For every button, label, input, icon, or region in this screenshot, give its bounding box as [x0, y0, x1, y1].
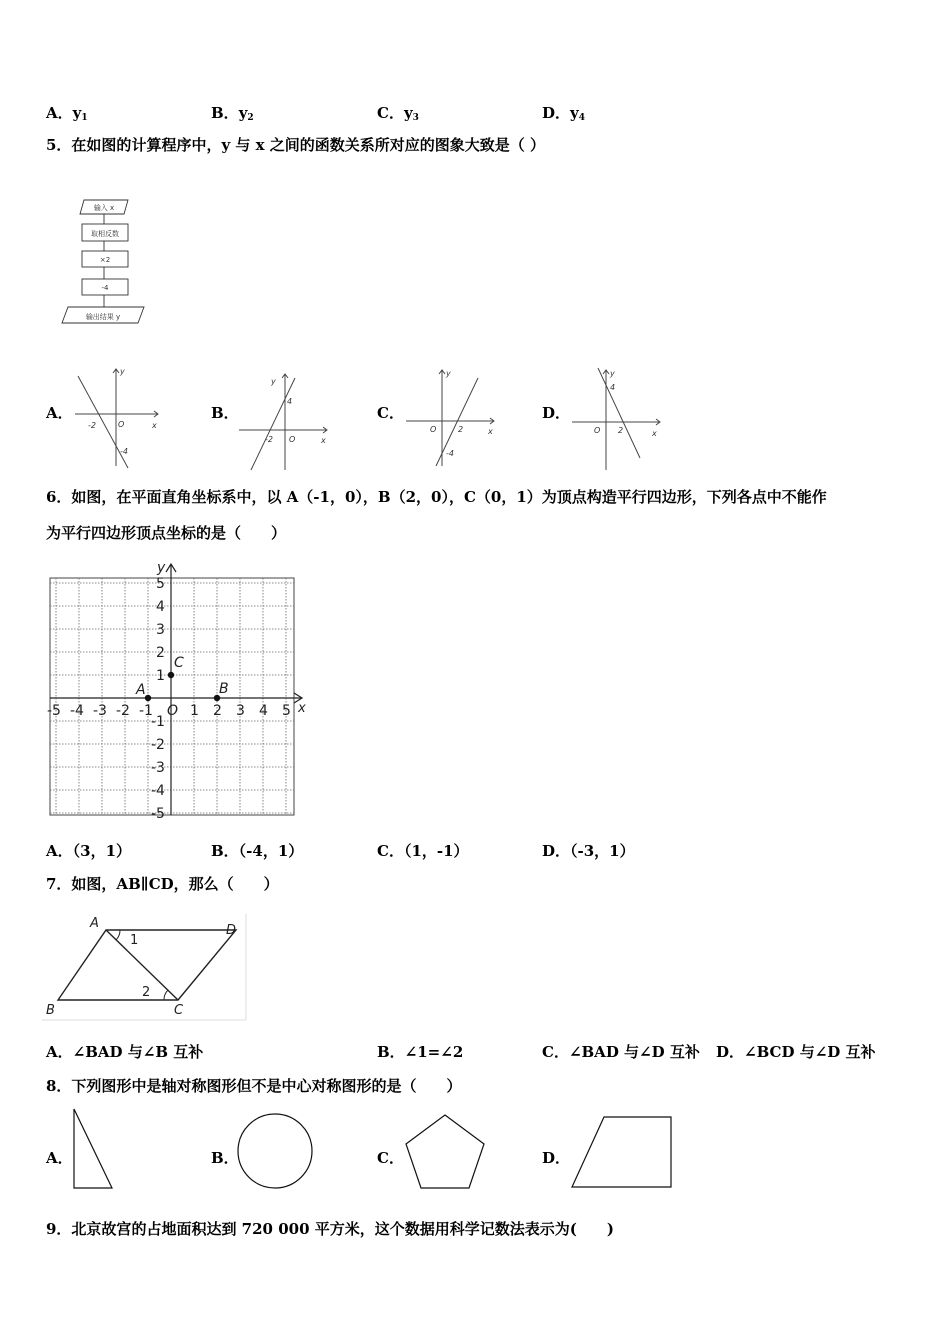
svg-text:2: 2 [618, 426, 624, 435]
y-tick-label: 5 [156, 576, 165, 592]
svg-text:-4: -4 [120, 447, 128, 456]
x-tick-label: -4 [70, 703, 84, 719]
graph-d-line [598, 368, 640, 458]
q5-option-d: D． [542, 404, 571, 422]
q6-stem-line2: 为平行四边形顶点坐标的是（ ） [46, 524, 287, 542]
q7-angle-2-arc [164, 990, 168, 1000]
q5-option-c: C． [377, 404, 404, 422]
svg-text:-2: -2 [88, 421, 96, 430]
x-tick-label: -5 [47, 703, 61, 719]
flow-negate-label: 取相反数 [91, 230, 119, 238]
q5-stem: 5．在如图的计算程序中，y 与 x 之间的函数关系所对应的图象大致是（ ） [46, 136, 545, 154]
svg-text:A: A [90, 916, 99, 931]
svg-text:1: 1 [130, 933, 139, 948]
x-tick-label: -2 [116, 703, 130, 719]
q8-option-c: C． [377, 1149, 404, 1167]
q4-option-b: B．$y_2$ [211, 104, 254, 123]
q7-parallelogram-figure [40, 914, 250, 1024]
x-tick-label: 3 [236, 703, 245, 719]
q5-graph-b [235, 370, 335, 475]
q8-option-a: A． [46, 1149, 73, 1167]
svg-text:2: 2 [142, 985, 151, 1000]
q8-option-b: B． [211, 1149, 239, 1167]
svg-text:B: B [46, 1003, 55, 1018]
point-label-a: A [136, 682, 146, 698]
q7-angle-1-arc [116, 930, 120, 940]
svg-text:O: O [289, 435, 296, 444]
q6-stem-line1: 6．如图，在平面直角坐标系中，以 A（-1，0），B（2，0），C（0，1）为顶点构造平行四边形，下列各点中不能作 [46, 488, 827, 506]
q8-right-triangle [70, 1106, 120, 1191]
svg-text:4: 4 [610, 383, 616, 392]
svg-text:-4: -4 [446, 449, 454, 458]
svg-text:y: y [446, 369, 451, 378]
y-tick-label: 3 [156, 622, 165, 638]
q4-option-d: D．$y_4$ [542, 104, 585, 123]
svg-text:x: x [652, 429, 657, 438]
flow-minus4-label: -4 [101, 284, 109, 292]
q5-option-b: B． [211, 404, 239, 422]
grid-frame [50, 578, 294, 815]
svg-text:C: C [174, 1003, 184, 1018]
svg-text:x: x [152, 421, 157, 430]
point-label-c: C [174, 655, 184, 671]
q7-option-b: B．∠1=∠2 [377, 1043, 464, 1061]
flow-output-label: 输出结果 y [85, 313, 121, 321]
q8-pentagon [402, 1112, 488, 1192]
point-label-b: B [219, 681, 229, 697]
y-axis-label: y [157, 560, 166, 576]
x-axis-label: x [298, 701, 306, 716]
q6-option-a: A．（3，1） [46, 842, 132, 860]
svg-text:y: y [120, 367, 125, 376]
y-tick-label: 4 [156, 599, 165, 615]
y-tick-label: -2 [151, 737, 165, 753]
x-tick-label: -3 [93, 703, 107, 719]
q6-option-d: D．（-3，1） [542, 842, 635, 860]
graph-b-line [251, 378, 295, 470]
q5-graph-d [568, 366, 668, 471]
svg-text:O: O [118, 420, 125, 429]
y-tick-label: 1 [156, 668, 165, 684]
svg-text:y: y [610, 369, 615, 378]
svg-text:4: 4 [287, 397, 293, 406]
svg-text:2: 2 [458, 425, 464, 434]
q5-option-a: A． [46, 404, 73, 422]
svg-text:D: D [226, 923, 237, 938]
x-tick-label: 1 [190, 703, 199, 719]
svg-text:O: O [430, 425, 437, 434]
q7-option-c: C．∠BAD 与∠D 互补 [542, 1043, 700, 1061]
svg-text:O: O [594, 426, 601, 435]
q5-flowchart [60, 198, 155, 328]
q8-option-d: D． [542, 1149, 571, 1167]
q7-option-a: A．∠BAD 与∠B 互补 [46, 1043, 204, 1061]
y-tick-label: -5 [151, 806, 165, 822]
x-tick-label: 2 [213, 703, 222, 719]
q6-coordinate-grid [40, 558, 315, 833]
q8-trapezoid [568, 1114, 678, 1192]
q7-stem: 7．如图，AB∥CD，那么（ ） [46, 875, 279, 893]
x-tick-label: 4 [259, 703, 268, 719]
x-tick-label: 5 [282, 703, 291, 719]
q7-option-d: D．∠BCD 与∠D 互补 [716, 1043, 876, 1061]
svg-text:x: x [488, 427, 493, 436]
q6-option-c: C．（1，-1） [377, 842, 469, 860]
flow-times2-label: ×2 [99, 256, 111, 264]
svg-text:x: x [321, 436, 326, 445]
q8-stem: 8．下列图形中是轴对称图形但不是中心对称图形的是（ ） [46, 1077, 462, 1095]
q5-graph-c [402, 366, 502, 471]
svg-text:y: y [271, 377, 276, 386]
point-c [168, 672, 174, 678]
x-tick-label: -1 [139, 703, 153, 719]
q4-option-c: C．$y_3$ [377, 104, 419, 123]
q9-stem: 9．北京故宫的占地面积达到 720 000 平方米，这个数据用科学记数法表示为( ) [46, 1220, 614, 1238]
y-tick-label: 2 [156, 645, 165, 661]
y-tick-label: -1 [151, 714, 165, 730]
svg-text:-2: -2 [265, 435, 273, 444]
point-a [145, 695, 151, 701]
q4-option-a: A．$y_1$ [46, 104, 88, 123]
y-tick-label: -3 [151, 760, 165, 776]
q6-option-b: B．（-4，1） [211, 842, 304, 860]
flow-input-label: 输入 x [93, 204, 115, 212]
q8-circle [236, 1112, 316, 1192]
y-tick-label: -4 [151, 783, 165, 799]
q5-graph-a [70, 366, 165, 471]
origin-label: O [167, 703, 179, 719]
